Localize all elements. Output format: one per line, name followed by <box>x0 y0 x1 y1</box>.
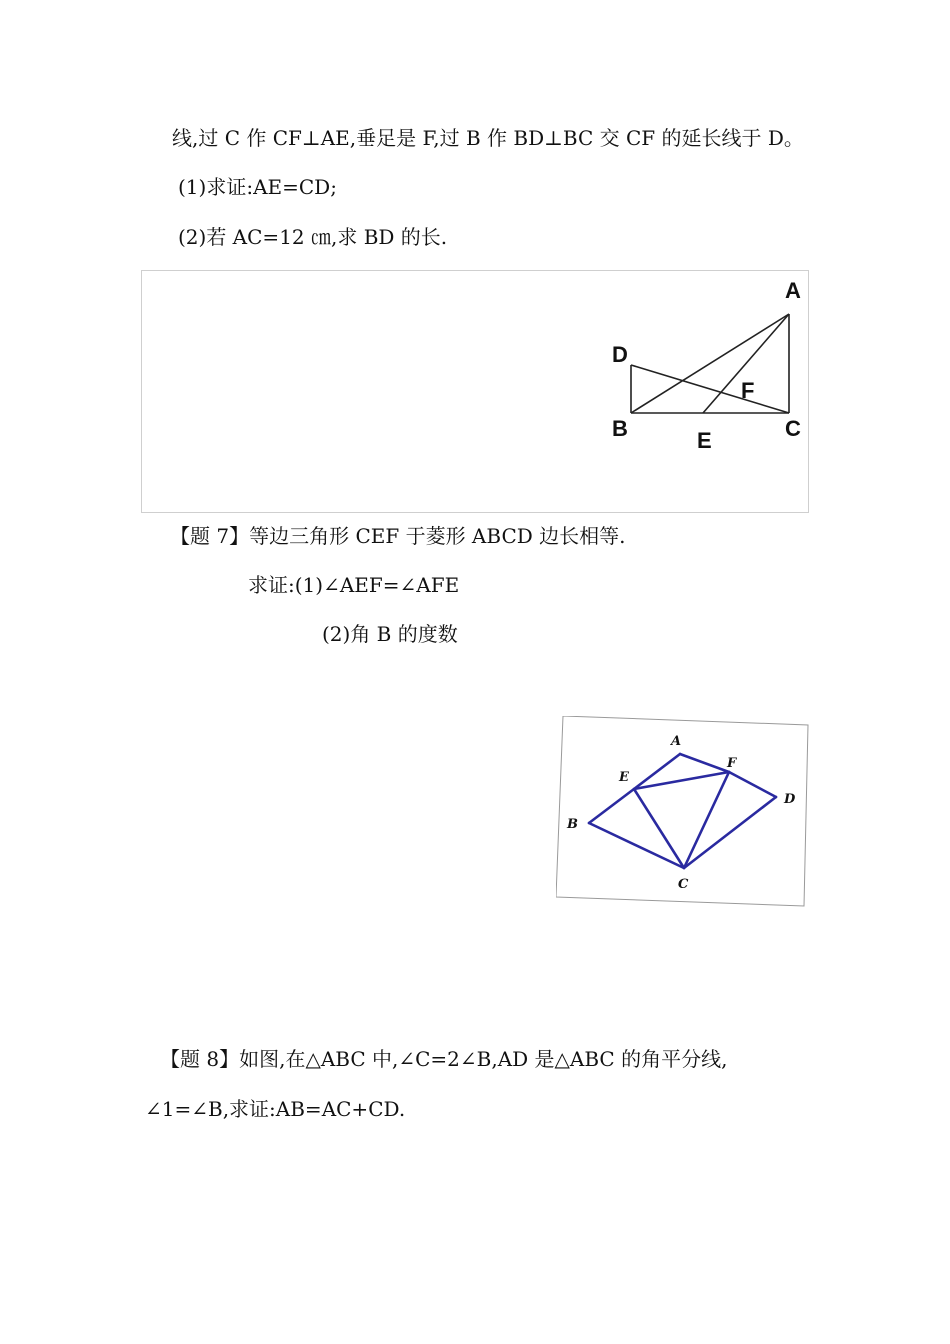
problem7-figure <box>556 716 810 908</box>
problem7-title: 【题 7】等边三角形 CEF 于菱形 ABCD 边长相等. <box>170 524 626 548</box>
label-a: A <box>785 278 801 303</box>
problem6-figure <box>141 270 809 514</box>
label-f: F <box>741 378 755 403</box>
label-c: C <box>678 877 689 892</box>
problem6-text-line: 线,过 C 作 CF⊥AE,垂足是 F,过 B 作 BD⊥BC 交 CF 的延长线于 D。 <box>172 126 804 150</box>
label-f: F <box>727 756 737 771</box>
label-c: C <box>785 416 801 441</box>
label-d: D <box>784 792 796 807</box>
label-d: D <box>612 342 628 367</box>
problem6-figure-svg <box>141 270 809 514</box>
problem8-title: 【题 8】如图,在△ABC 中,∠C=2∠B,AD 是△ABC 的角平分线, <box>160 1047 728 1071</box>
problem7-prove-2: (2)角 B 的度数 <box>322 622 458 646</box>
problem8-line2: ∠1=∠B,求证:AB=AC+CD. <box>145 1097 406 1121</box>
figure-frame <box>142 271 809 513</box>
problem6-part2: (2)若 AC=12 ㎝,求 BD 的长. <box>178 225 448 249</box>
label-e: E <box>619 770 629 785</box>
label-a: A <box>671 734 682 749</box>
label-e: E <box>697 428 712 453</box>
label-b: B <box>567 817 578 832</box>
problem7-figure-svg <box>556 716 810 908</box>
label-b: B <box>612 416 628 441</box>
problem7-prove-1: 求证:(1)∠AEF=∠AFE <box>248 573 460 597</box>
problem6-part1: (1)求证:AE=CD; <box>178 175 337 199</box>
